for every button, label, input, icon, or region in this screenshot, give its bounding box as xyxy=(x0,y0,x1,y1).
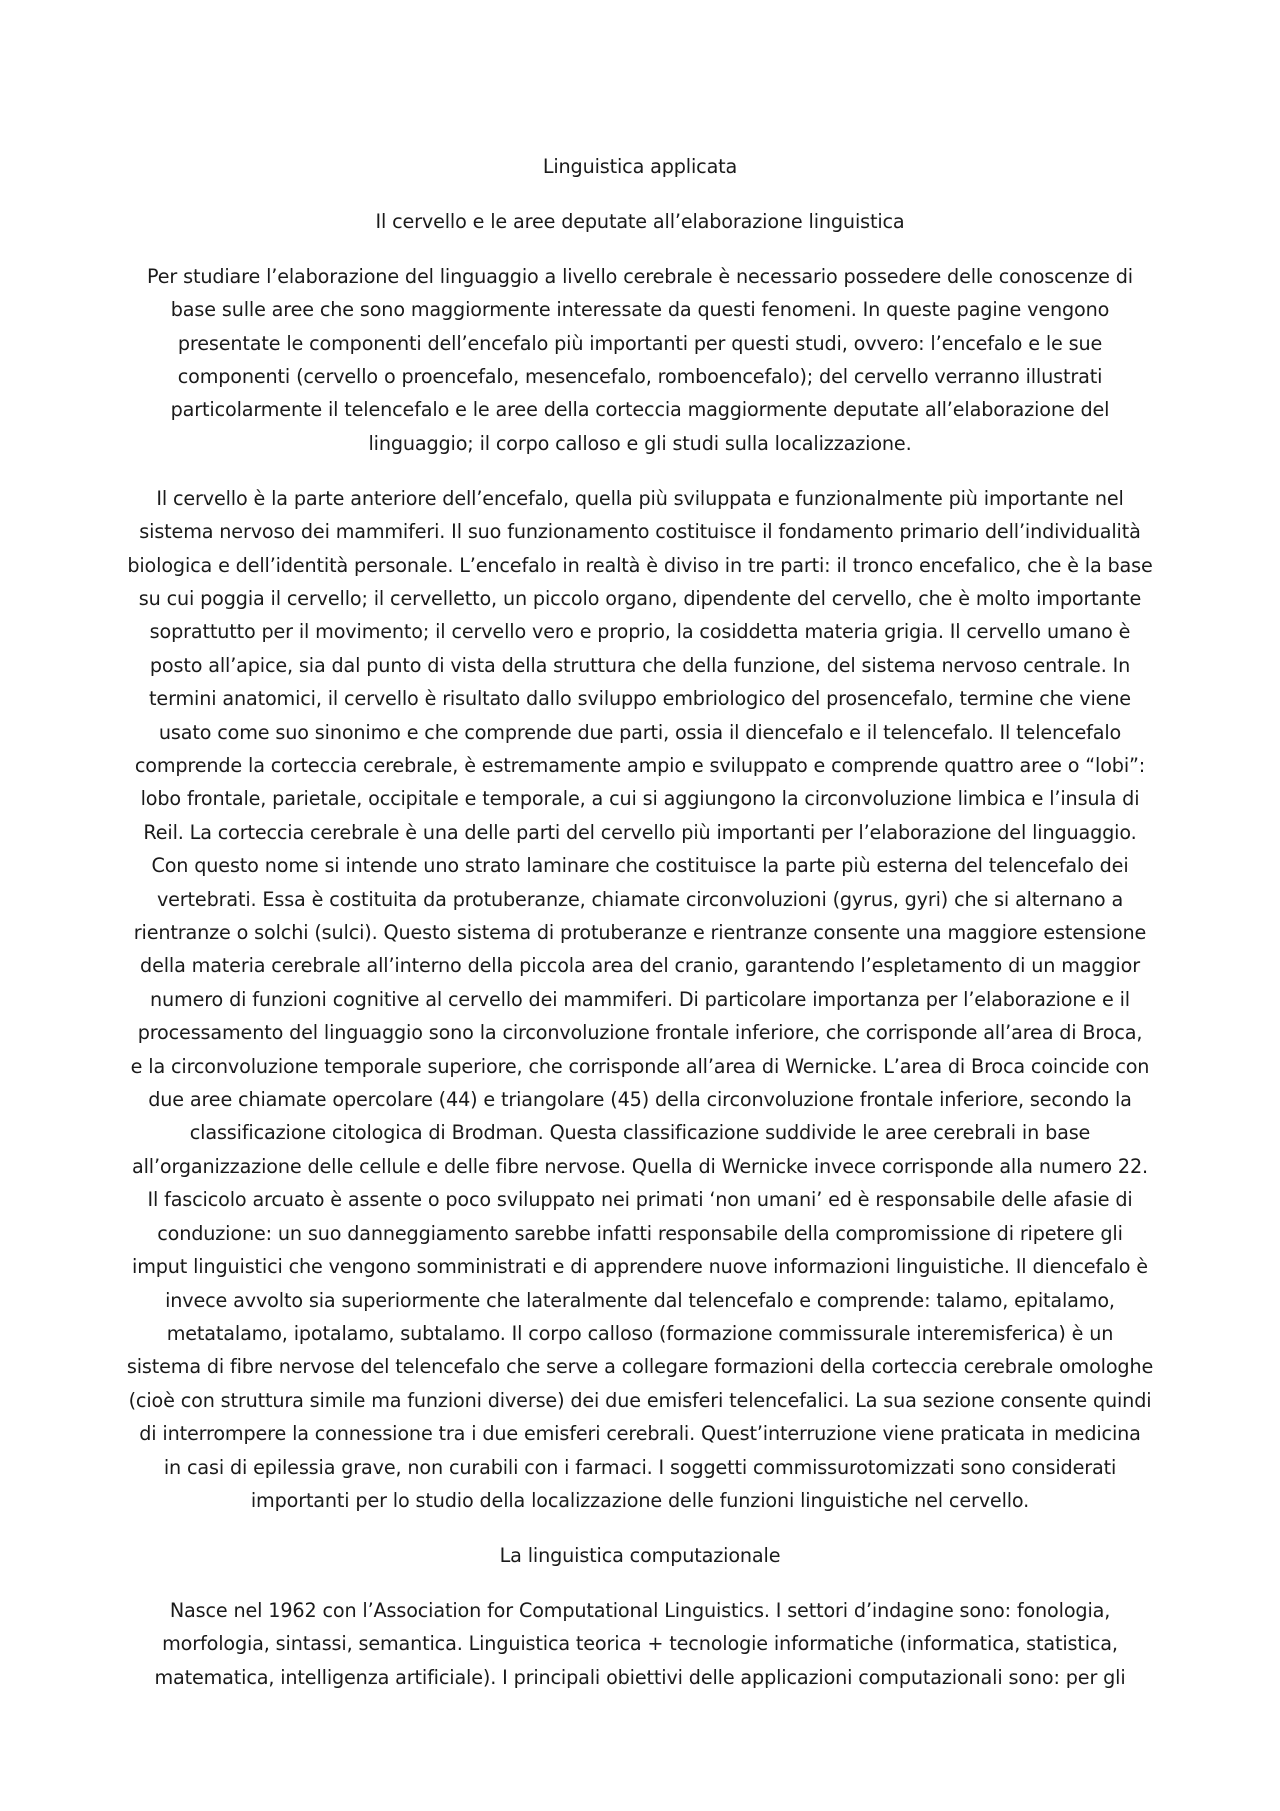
paragraph-line: componenti (cervello o proencefalo, mesencefalo, romboencefalo); del cervello verranno illustrati xyxy=(177,365,1103,389)
paragraph-line: presentate le componenti dell’encefalo più importanti per questi studi, ovvero: l’encefalo e le sue xyxy=(177,331,1103,355)
paragraph-line: di interrompere la connessione tra i due emisferi cerebrali. Quest’interruzione viene praticata in medicina xyxy=(139,1422,1141,1446)
paragraph-line: Il fascicolo arcuato è assente o poco sviluppato nei primati ‘non umani’ ed è responsabile delle afasie di xyxy=(147,1188,1133,1212)
paragraph-line: biologica e dell’identità personale. L’encefalo in realtà è diviso in tre parti: il tronco encefalico, che è la base xyxy=(127,553,1153,577)
paragraph-line: Con questo nome si intende uno strato laminare che costituisce la parte più esterna del telencefalo dei xyxy=(151,854,1129,878)
paragraph-line: comprende la corteccia cerebrale, è estremamente ampio e sviluppato e comprende quattro aree o “lobi”: xyxy=(134,754,1146,777)
paragraph-computational xyxy=(118,1594,1162,1694)
section-heading-computational: La linguistica computazionale xyxy=(499,1543,781,1567)
paragraph-line: Per studiare l’elaborazione del linguaggio a livello cerebrale è necessario possedere delle conoscenze di xyxy=(147,264,1133,288)
paragraph-line: sistema nervoso dei mammiferi. Il suo funzionamento costituisce il fondamento primario dell’individualità xyxy=(139,520,1141,544)
paragraph-line: posto all’apice, sia dal punto di vista della struttura che della funzione, del sistema nervoso centrale. In xyxy=(149,653,1131,677)
section-heading-brain: Il cervello e le aree deputate all’elaborazione linguistica xyxy=(375,209,905,233)
paragraph-line: linguaggio; il corpo calloso e gli studi sulla localizzazione. xyxy=(368,431,912,455)
paragraph-intro xyxy=(118,260,1162,460)
paragraph-line: processamento del linguaggio sono la circonvoluzione frontale inferiore, che corrisponde all’area di Broca, xyxy=(137,1021,1143,1045)
paragraph-line: conduzione: un suo danneggiamento sarebbe infatti responsabile della compromissione di ripetere gli xyxy=(157,1221,1123,1245)
paragraph-line: vertebrati. Essa è costituita da protuberanze, chiamate circonvoluzioni (gyrus, gyri) che si alternano a xyxy=(156,887,1124,911)
paragraph-line: della materia cerebrale all’interno della piccola area del cranio, garantendo l’espletamento di un maggior xyxy=(140,954,1140,978)
paragraph-line: importanti per lo studio della localizzazione delle funzioni linguistiche nel cervello. xyxy=(250,1488,1030,1512)
paragraph-line: all’organizzazione delle cellule e delle fibre nervose. Quella di Wernicke invece corrisponde alla numero 22. xyxy=(131,1154,1148,1178)
paragraph-line: Nasce nel 1962 con l’Association for Computational Linguistics. I settori d’indagine sono: fonologia, xyxy=(169,1598,1111,1622)
paragraph-brain xyxy=(118,482,1162,1518)
paragraph-line: due aree chiamate opercolare (44) e triangolare (45) della circonvoluzione frontale inferiore, secondo la xyxy=(148,1088,1132,1112)
paragraph-line: usato come suo sinonimo e che comprende due parti, ossia il diencefalo e il telencefalo. Il telencefalo xyxy=(158,720,1122,744)
paragraph-line: termini anatomici, il cervello è risultato dallo sviluppo embriologico del prosencefalo, termine che viene xyxy=(149,687,1131,711)
paragraph-line: soprattutto per il movimento; il cervello vero e proprio, la cosiddetta materia grigia. Il cervello umano è xyxy=(149,620,1131,644)
paragraph-line: classificazione citologica di Brodman. Questa classificazione suddivide le aree cerebrali in base xyxy=(189,1121,1091,1145)
paragraph-line: e la circonvoluzione temporale superiore, che corrisponde all’area di Wernicke. L’area di Broca coincide con xyxy=(130,1054,1150,1078)
paragraph-line: lobo frontale, parietale, occipitale e temporale, a cui si aggiungono la circonvoluzione limbica e l’insula di xyxy=(140,787,1140,811)
paragraph-line: invece avvolto sia superiormente che lateralmente dal telencefalo e comprende: talamo, epitalamo, xyxy=(165,1288,1115,1312)
paragraph-line: numero di funzioni cognitive al cervello dei mammiferi. Di particolare importanza per l’elaborazione e il xyxy=(150,987,1130,1011)
paragraph-line: imput linguistici che vengono somministrati e di apprendere nuove informazioni linguistiche. Il diencefalo è xyxy=(132,1255,1148,1279)
paragraph-line: base sulle aree che sono maggiormente interessate da questi fenomeni. In queste pagine vengono xyxy=(170,298,1110,322)
paragraph-line: particolarmente il telencefalo e le aree della corteccia maggiormente deputate all’elaborazione del xyxy=(170,398,1110,422)
paragraph-line: (cioè con struttura simile ma funzioni diverse) dei due emisferi telencefalici. La sua sezione consente quindi xyxy=(128,1388,1152,1412)
paragraph-line: in casi di epilessia grave, non curabili con i farmaci. I soggetti commissurotomizzati sono considerati xyxy=(163,1455,1117,1479)
document-title: Linguistica applicata xyxy=(542,155,738,178)
paragraph-line: sistema di fibre nervose del telencefalo che serve a collegare formazioni della corteccia cerebrale omologhe xyxy=(126,1355,1154,1379)
paragraph-line: su cui poggia il cervello; il cervelletto, un piccolo organo, dipendente del cervello, che è molto importante xyxy=(138,586,1142,610)
paragraph-line: Reil. La corteccia cerebrale è una delle parti del cervello più importanti per l’elaborazione del linguaggio. xyxy=(143,820,1137,844)
paragraph-line: morfologia, sintassi, semantica. Linguistica teorica + tecnologie informatiche (informatica, statistica, xyxy=(162,1632,1118,1656)
paragraph-line: metatalamo, ipotalamo, subtalamo. Il corpo calloso (formazione commissurale interemisferica) è un xyxy=(166,1321,1114,1345)
paragraph-line: Il cervello è la parte anteriore dell’encefalo, quella più sviluppata e funzionalmente più importante nel xyxy=(156,486,1124,510)
paragraph-line: rientranze o solchi (sulci). Questo sistema di protuberanze e rientranze consente una maggiore estensione xyxy=(133,921,1147,945)
paragraph-line: matematica, intelligenza artificiale). I principali obiettivi delle applicazioni computazionali sono: per gli xyxy=(154,1665,1126,1689)
document-body xyxy=(118,150,1162,1715)
